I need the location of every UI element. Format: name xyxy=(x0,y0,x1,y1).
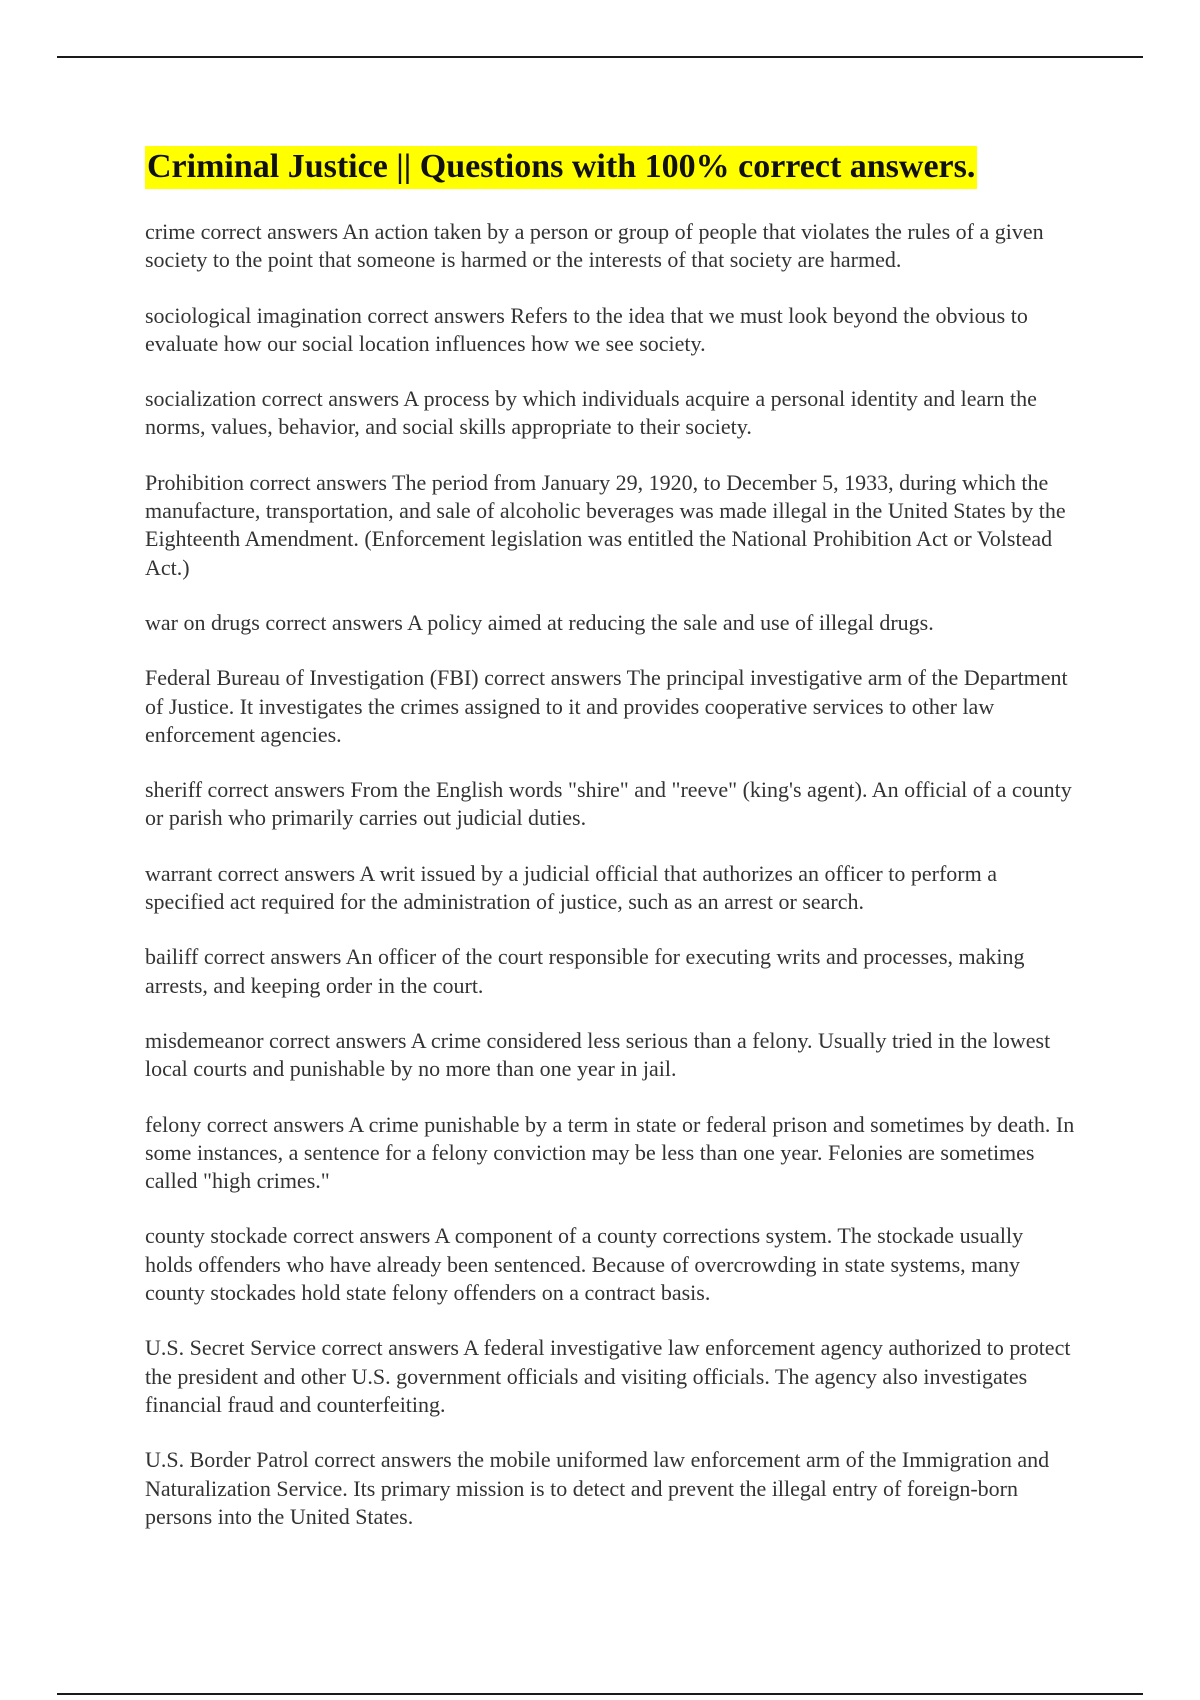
list-item: Federal Bureau of Investigation (FBI) correct answers The principal investigative arm of the Department of Justice. It investigates the crimes assigned to it and provides cooperative services to other law enforcement agencies. xyxy=(145,665,1068,747)
list-item: U.S. Border Patrol correct answers the mobile uniformed law enforcement arm of the Immigration and Naturalization Service. Its primary mission is to detect and prevent the illegal entry of foreign-born persons into the United States. xyxy=(145,1447,1050,1529)
list-item: sociological imagination correct answers Refers to the idea that we must look beyond the obvious to evaluate how our social location influences how we see society. xyxy=(145,302,1028,356)
list-item: county stockade correct answers A component of a county corrections system. The stockade usually holds offenders who have already been sentenced. Because of overcrowding in state systems, many county stockades hold state felony offenders on a contract basis. xyxy=(145,1223,1024,1306)
list-item: warrant correct answers A writ issued by a judicial official that authorizes an officer to perform a specified act required for the administration of justice, such as an arrest or search. xyxy=(145,860,997,915)
list-item: misdemeanor correct answers A crime considered less serious than a felony. Usually tried in the lowest local courts and punishable by no more than one year in jail. xyxy=(145,1027,1051,1082)
list-item: U.S. Secret Service correct answers A federal investigative law enforcement agency authorized to protect the president and other U.S. government officials and visiting officials. The agency also investigates financial fraud and counterfeiting. xyxy=(145,1335,1071,1417)
list-item: felony correct answers A crime punishable by a term in state or federal prison and sometimes by death. In some instances, a sentence for a felony conviction may be less than one year. Felonies are sometimes called "high crimes." xyxy=(145,1111,1075,1194)
list-item: Prohibition correct answers The period from January 29, 1920, to December 5, 1933, during which the manufacture, transportation, and sale of alcoholic beverages was made illegal in the United States by the Eighteenth Amendment. (Enforcement legislation was entitled the National Prohibition Act or Volstead Act.) xyxy=(145,469,1066,580)
list-item: socialization correct answers A process by which individuals acquire a personal identity and learn the norms, values, behavior, and social skills appropriate to their society. xyxy=(145,386,1037,440)
document-title xyxy=(145,142,1075,192)
page-bottom-rule xyxy=(57,1693,1143,1695)
list-item: crime correct answers An action taken by a person or group of people that violates the rules of a given society to the point that someone is harmed or the interests of that society are harmed. xyxy=(145,219,1044,273)
list-item: sheriff correct answers From the English words "shire" and "reeve" (king's agent). An official of a county or parish who primarily carries out judicial duties. xyxy=(145,777,1072,831)
list-item: war on drugs correct answers A policy aimed at reducing the sale and use of illegal drugs. xyxy=(145,609,934,635)
document-body xyxy=(145,142,1075,1558)
list-item: bailiff correct answers An officer of the court responsible for executing writs and processes, making arrests, and keeping order in the court. xyxy=(145,944,1025,998)
document-title-highlight: Criminal Justice || Questions with 100% correct answers. xyxy=(145,146,977,189)
entry-list xyxy=(145,218,1075,1531)
page-top-rule xyxy=(57,56,1143,58)
